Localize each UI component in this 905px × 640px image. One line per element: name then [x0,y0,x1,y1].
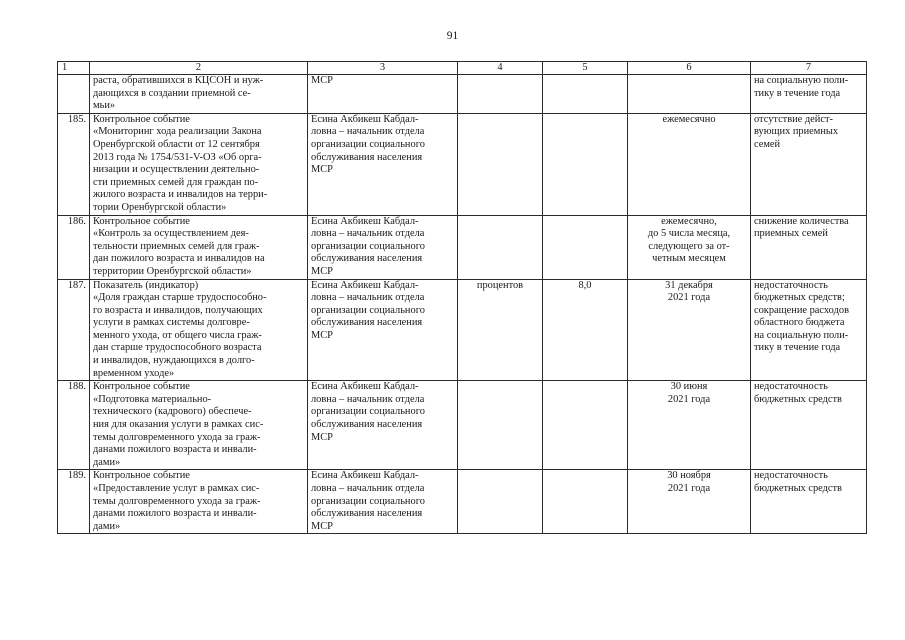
header-col-1: 1 [58,62,90,75]
event-line: территории Оренбургской области» [93,265,252,277]
unit-cell [458,381,543,470]
row-number-cell: 189. [58,470,90,534]
event-line: Контрольное событие [93,470,190,482]
risk-cell [751,381,867,470]
responsible-line: обслуживания населения [311,151,423,163]
table-row [58,470,867,534]
risk-line: вующих приемных [754,126,839,138]
deadline-line: 30 июня [670,381,708,393]
event-line: темы долговременного ухода за граж- [93,495,261,507]
event-line: дающихся в создании приемной се- [93,87,251,99]
responsible-line: ловна – начальник отдела [311,483,425,494]
deadline-cell [628,381,751,470]
event-cell [90,381,308,470]
header-col-4: 4 [458,62,543,75]
responsible-cell [308,113,458,215]
responsible-line: Есина Акбикеш Кабдал- [311,215,419,227]
header-col-5: 5 [543,62,628,75]
responsible-cell [308,215,458,279]
responsible-line: МСР [311,520,333,532]
risk-line: бюджетных средств [754,393,842,405]
responsible-line: Есина Акбикеш Кабдал- [311,113,419,125]
event-line: «Мониторинг хода реализации Закона [93,126,262,138]
event-line: го возраста и инвалидов, получающих [93,304,263,316]
risk-line: недостаточность [754,279,828,291]
unit-cell [458,113,543,215]
row-number-cell: 185. [58,113,90,215]
event-line: «Подготовка материально- [93,393,212,405]
event-line: мьи» [93,100,116,112]
deadline-cell [628,113,751,215]
event-line: «Доля граждан старше трудоспособно- [93,292,267,304]
deadline-cell [628,279,751,381]
responsible-line: организации социального [311,406,425,418]
responsible-line: ловна – начальник отдела [311,126,425,138]
row-number-cell: 187. [58,279,90,381]
event-line: Оренбургской области от 12 сентября [93,138,260,150]
responsible-line: ловна – начальник отдела [311,292,425,304]
responsible-line: ловна – начальник отдела [311,228,425,240]
deadline-line: до 5 числа месяца, [647,228,731,240]
row-number-cell [58,75,90,114]
table-body [58,75,867,534]
event-cell [90,279,308,381]
table-row [58,75,867,114]
event-cell [90,75,308,114]
risk-cell [751,75,867,114]
responsible-cell [308,279,458,381]
event-line: данами пожилого возраста и инвали- [93,508,257,520]
event-line: 2013 года № 1754/531-V-ОЗ «Об орга- [93,151,262,163]
event-line: Контрольное событие [93,381,190,393]
deadline-line: 31 декабря [665,279,713,291]
responsible-cell [308,381,458,470]
table-row [58,113,867,215]
responsible-line: организации социального [311,495,425,507]
risk-line: снижение количества [754,215,849,227]
unit-cell [458,75,543,114]
deadline-line: четным месяцем [652,253,726,265]
risk-line: недостаточность [754,381,828,393]
risk-line: на социальную поли- [754,75,849,86]
event-line: темы долговременного ухода за граж- [93,431,261,443]
event-line: и инвалидов, нуждающихся в долго- [93,355,255,367]
event-line: данами пожилого возраста и инвали- [93,444,257,456]
header-col-3: 3 [308,62,458,75]
event-line: сти приемных семей для граждан по- [93,176,259,188]
value-cell [543,113,628,215]
value-cell [543,215,628,279]
unit-cell [458,215,543,279]
deadline-line: следующего за от- [648,240,730,252]
unit-line: процентов [476,279,524,291]
event-line: дан старше трудоспособного возраста [93,342,262,354]
event-line: Показатель (индикатор) [93,279,199,291]
unit-cell [458,470,543,534]
event-line: ния для оказания услуги в рамках сис- [93,419,264,431]
responsible-line: организации социального [311,304,425,316]
risk-line: на социальную поли- [754,329,849,341]
responsible-line: МСР [311,431,333,443]
risk-cell [751,113,867,215]
table-header-row [58,62,867,75]
table-row [58,381,867,470]
risk-line: сокращение расходов [754,304,849,316]
responsible-line: МСР [311,265,333,277]
unit-cell [458,279,543,381]
row-number-cell: 188. [58,381,90,470]
deadline-line: ежемесячно, [661,215,717,227]
header-col-6: 6 [628,62,751,75]
value-cell [543,279,628,381]
row-number-cell: 186. [58,215,90,279]
value-line: 8,0 [578,279,592,291]
header-col-2: 2 [90,62,308,75]
page-number: 91 [446,30,459,42]
event-line: тельности приемных семей для граж- [93,240,260,252]
deadline-line: 30 ноября [667,470,711,482]
responsible-line: МСР [311,164,333,176]
responsible-cell [308,470,458,534]
deadline-cell [628,75,751,114]
event-line: Контрольное событие [93,113,190,125]
deadline-line: 2021 года [667,393,711,405]
event-line: дами» [93,456,121,468]
event-line: услуги в рамках системы долговре- [93,317,250,329]
event-line: дан пожилого возраста и инвалидов на [93,253,265,265]
value-cell [543,470,628,534]
responsible-line: организации социального [311,240,425,252]
risk-cell [751,470,867,534]
event-cell [90,215,308,279]
risk-cell [751,279,867,381]
deadline-line: 2021 года [667,483,711,494]
responsible-line: Есина Акбикеш Кабдал- [311,381,419,393]
event-line: «Предоставление услуг в рамках сис- [93,483,260,494]
responsible-line: организации социального [311,138,425,150]
responsible-line: обслуживания населения [311,508,423,520]
event-line: технического (кадрового) обеспече- [93,406,252,418]
responsible-line: Есина Акбикеш Кабдал- [311,470,419,482]
responsible-line: обслуживания населения [311,317,423,329]
table-row [58,279,867,381]
risk-line: недостаточность [754,470,828,482]
risk-line: областного бюджета [754,317,845,329]
table-row [58,215,867,279]
risk-line: бюджетных средств; [754,292,845,304]
risk-line: отсутствие дейст- [754,113,833,125]
responsible-line: МСР [311,75,333,86]
event-line: низации и осуществлении деятельно- [93,164,260,176]
responsible-line: обслуживания населения [311,253,423,265]
responsible-line: обслуживания населения [311,419,423,431]
event-line: временном уходе» [93,367,175,379]
value-cell [543,75,628,114]
event-line: «Контроль за осуществлением дея- [93,228,249,240]
event-cell [90,113,308,215]
deadline-cell [628,215,751,279]
header-col-7: 7 [751,62,867,75]
value-cell [543,381,628,470]
event-line: жилого возраста и инвалидов на терри- [93,189,268,201]
event-cell [90,470,308,534]
event-line: раста, обратившихся в КЦСОН и нуж- [93,75,264,86]
risk-line: тику в течение года [754,342,841,354]
risk-line: тику в течение года [754,87,841,99]
responsible-cell [308,75,458,114]
risk-line: приемных семей [754,228,828,240]
deadline-line: 2021 года [667,292,711,304]
plan-table [57,61,867,534]
event-line: менного ухода, от общего числа граж- [93,329,262,341]
responsible-line: Есина Акбикеш Кабдал- [311,279,419,291]
deadline-cell [628,470,751,534]
responsible-line: ловна – начальник отдела [311,393,425,405]
risk-line: семей [754,138,781,150]
event-line: дами» [93,520,121,532]
deadline-line: ежемесячно [662,113,716,125]
responsible-line: МСР [311,329,333,341]
event-line: Контрольное событие [93,215,190,227]
event-line: тории Оренбургской области» [93,201,227,213]
risk-cell [751,215,867,279]
risk-line: бюджетных средств [754,483,842,494]
